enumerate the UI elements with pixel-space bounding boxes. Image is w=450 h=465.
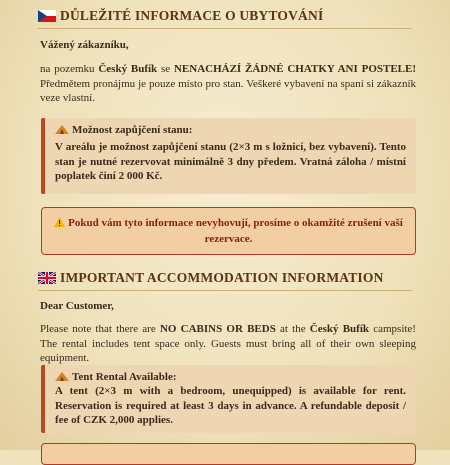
czech-intro-part: se	[157, 63, 174, 75]
czech-site-name: Český Bufík	[98, 63, 158, 75]
warning-icon	[54, 217, 65, 232]
english-intro-part: Please note that there are	[40, 323, 160, 335]
english-intro-part: campsite! The rental includes tent space only. Guests must bring all of their own sleeping equipment.	[40, 323, 416, 365]
uk-flag-icon	[38, 272, 56, 288]
english-greeting: Dear Customer,	[40, 300, 114, 312]
english-intro	[40, 322, 416, 366]
czech-intro-part: Předmětem pronájmu je pouze místo pro stan. Veškeré vybavení na spaní si zákazník veze vlastní.	[40, 77, 416, 105]
czech-tent-box	[41, 118, 416, 194]
czech-intro	[40, 62, 416, 106]
czech-intro-strong: NENACHÁZÍ ŽÁDNÉ CHATKY ANI POSTELE!	[173, 63, 416, 75]
czech-tent-title-text: Možnost zapůjčení stanu:	[72, 124, 193, 136]
english-tent-box	[41, 365, 416, 433]
czech-warning-text: Pokud vám tyto informace nevyhovují, prosíme o okamžité zrušení vaší rezervace.	[68, 217, 403, 245]
english-tent-body: A tent (2×3 m with a bedroom, unequipped) is available for rent. Reservation is required at least 3 days in advance. A refundable deposit / fee of CZK 2,000 applies.	[55, 385, 406, 427]
english-section-heading	[38, 270, 412, 288]
czech-flag-icon	[38, 10, 56, 26]
tent-icon	[55, 125, 69, 137]
czech-tent-title	[55, 124, 192, 137]
english-warning-box	[41, 443, 416, 465]
english-tent-title	[55, 371, 177, 384]
divider	[38, 290, 412, 291]
czech-heading-text: DŮLEŽITÉ INFORMACE O UBYTOVÁNÍ	[60, 8, 324, 23]
english-heading-text: IMPORTANT ACCOMMODATION INFORMATION	[60, 270, 384, 285]
english-intro-part: at the	[275, 323, 310, 335]
czech-intro-part: na pozemku	[40, 63, 99, 75]
divider	[38, 28, 412, 29]
english-site-name: Český Bufík	[309, 323, 370, 335]
czech-warning-box	[41, 207, 416, 255]
czech-warning	[52, 216, 405, 247]
czech-tent-body: V areálu je možnost zapůjčení stanu (2×3 m s ložnicí, bez vybavení). Tento stan je nutné rezervovat minimálně 3 dny předem. Vratná záloha / místní poplatek činí 2 000 Kč.	[55, 141, 406, 183]
tent-icon	[55, 372, 69, 384]
english-tent-title-text: Tent Rental Available:	[72, 371, 177, 383]
czech-section-heading	[38, 8, 412, 26]
czech-greeting: Vážený zákazníku,	[40, 39, 129, 51]
english-intro-strong: NO CABINS OR BEDS	[159, 323, 276, 335]
